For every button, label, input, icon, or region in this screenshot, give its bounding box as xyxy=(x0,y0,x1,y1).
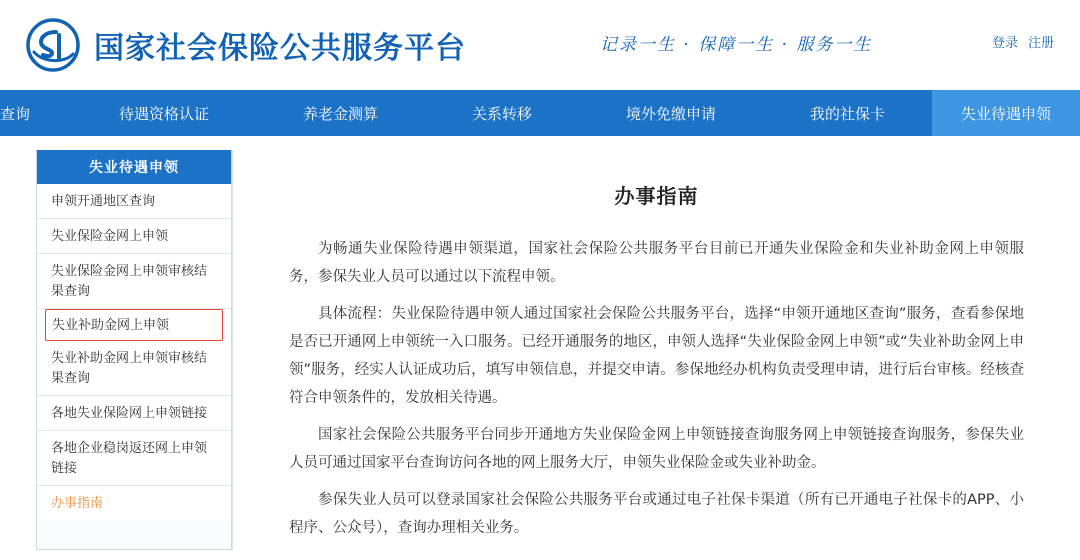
logo[interactable] xyxy=(26,18,466,72)
sidebar-item-subsidy-audit-result[interactable]: 失业补助金网上申领审核结果查询 xyxy=(37,341,231,396)
nav-item-qualification[interactable]: 待遇资格认证 xyxy=(118,105,209,123)
login-link[interactable]: 登录 xyxy=(991,35,1018,50)
main-nav xyxy=(0,90,1080,136)
main-panel xyxy=(232,150,1080,550)
nav-item-unemployment-claim[interactable]: 失业待遇申领 xyxy=(932,90,1080,136)
sidebar-item-local-insurance-links[interactable]: 各地失业保险网上申领链接 xyxy=(37,396,231,431)
nav-item-overseas-exemption[interactable]: 境外免缴申请 xyxy=(625,105,716,123)
sidebar-item-insurance-audit-result[interactable]: 失业保险金网上申领审核结果查询 xyxy=(37,254,231,309)
nav-item-relation-transfer[interactable]: 关系转移 xyxy=(471,105,532,123)
sidebar xyxy=(36,150,232,550)
sidebar-item-guide[interactable]: 办事指南 xyxy=(37,486,231,520)
site-title: 国家社会保险公共服务平台 xyxy=(94,31,466,66)
page-content xyxy=(0,136,1080,550)
nav-item-pension-calc[interactable]: 养老金测算 xyxy=(302,105,378,123)
guide-paragraph-3: 国家社会保险公共服务平台同步开通地方失业保险金网上申领链接查询服务网上申领链接查询服务，参保失业人员可通过国家平台查询访问各地的网上服务大厅，申领失业保险金或失业补助金。 xyxy=(289,427,1024,471)
guide-paragraph-1: 为畅通失业保险待遇申领渠道，国家社会保险公共服务平台目前已开通失业保险金和失业补助金网上申领服务，参保失业人员可以通过以下流程申领。 xyxy=(289,241,1024,285)
site-header xyxy=(0,0,1080,90)
sidebar-item-area-query[interactable]: 申领开通地区查询 xyxy=(37,184,231,219)
si-logo-icon xyxy=(26,18,80,72)
nav-item-my-card[interactable]: 我的社保卡 xyxy=(809,105,885,123)
page-title: 办事指南 xyxy=(614,184,699,208)
sidebar-item-subsidy-claim[interactable]: 失业补助金网上申领 xyxy=(45,309,223,341)
sidebar-item-insurance-claim[interactable]: 失业保险金网上申领 xyxy=(37,219,231,254)
site-slogan: 记录一生 · 保障一生 · 服务一生 xyxy=(600,35,873,55)
guide-paragraph-2: 具体流程：失业保险待遇申领人通过国家社会保险公共服务平台，选择“申领开通地区查询”服务，查看参保地是否已开通网上申领统一入口服务。已经开通服务的地区，申领人选择“失业保险金网上申领”或“失业补助金网上申领”服务，经实人认证成功后，填写申领信息，并提交申请。参保地经办机构负责受理申请，进行后台审核。经核查符合申领条件的，发放相关待遇。 xyxy=(289,306,1024,406)
guide-paragraph-4: 参保失业人员可以登录国家社会保险公共服务平台或通过电子社保卡渠道（所有已开通电子社保卡的APP、小程序、公众号），查询办理相关业务。 xyxy=(289,492,1024,536)
nav-item-query[interactable]: 查询 xyxy=(0,105,31,123)
sidebar-item-stabilization-refund-links[interactable]: 各地企业稳岗返还网上申领链接 xyxy=(37,431,231,486)
register-link[interactable]: 注册 xyxy=(1027,35,1054,50)
sidebar-title: 失业待遇申领 xyxy=(37,150,231,184)
header-links xyxy=(992,32,1054,51)
